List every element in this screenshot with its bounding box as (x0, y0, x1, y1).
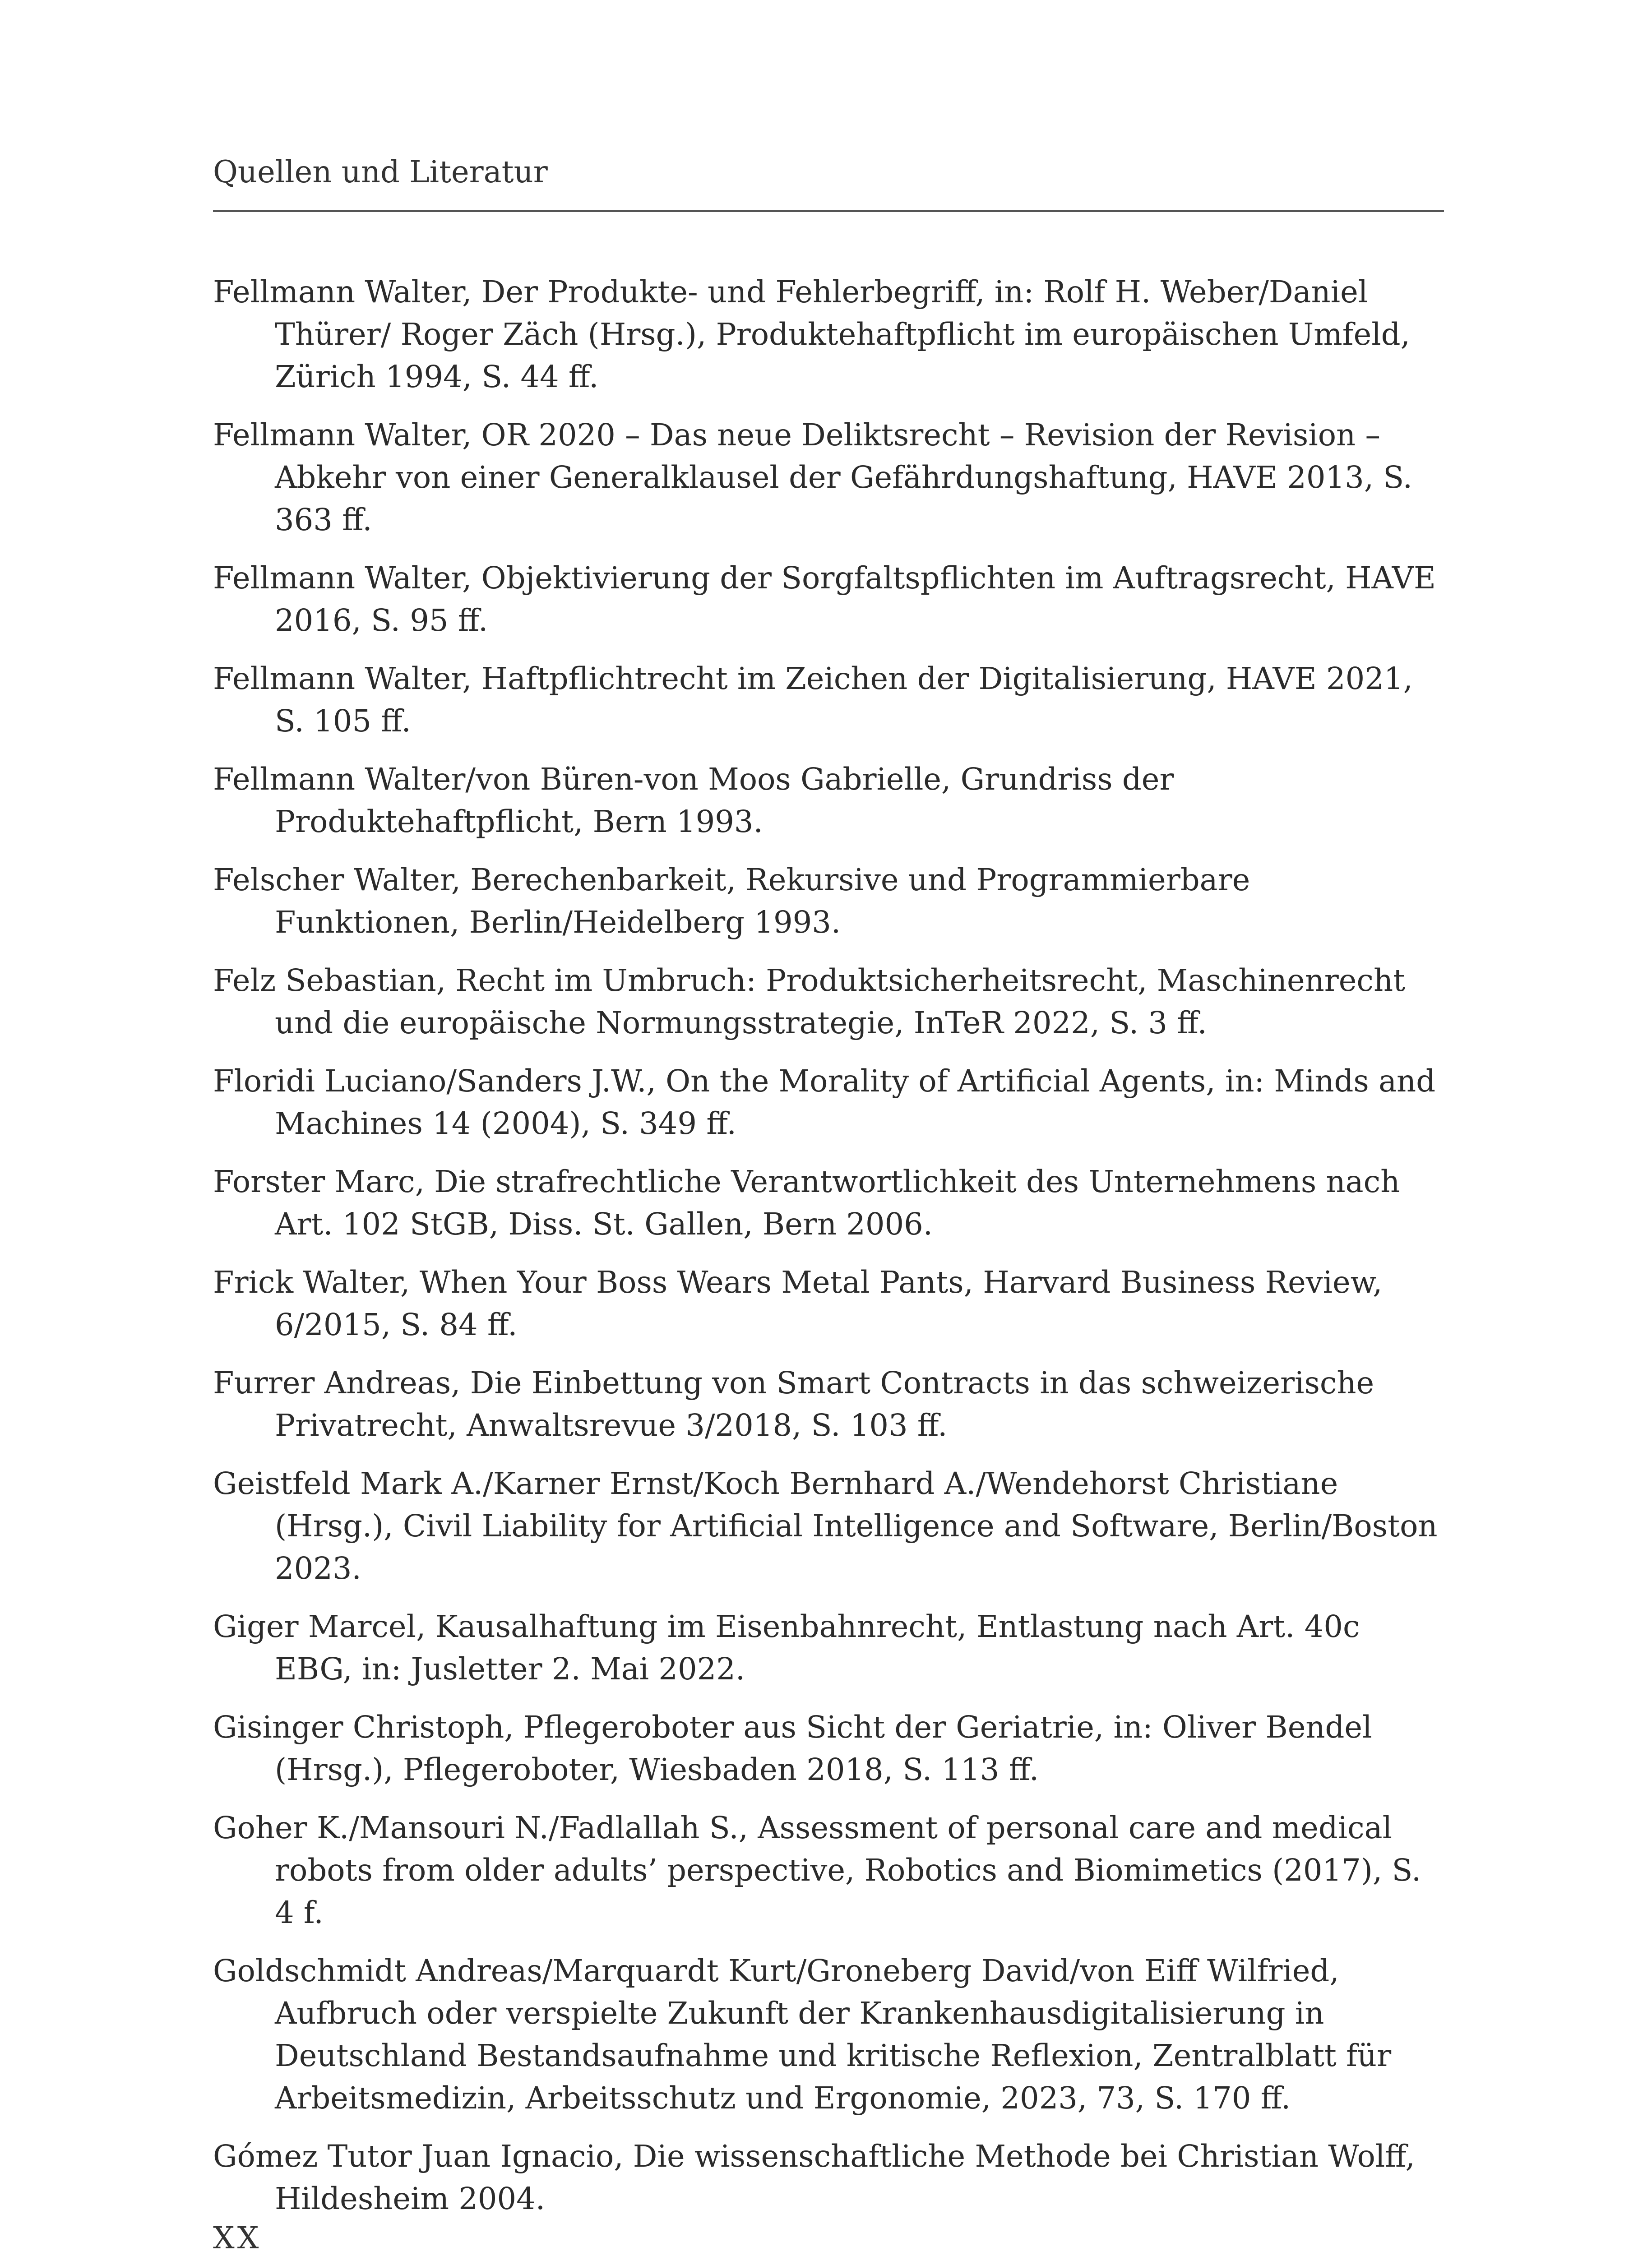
page-number: XX (213, 2220, 262, 2256)
bibliography-entry: Fellmann Walter, Der Produkte- und Fehlerbegriff, in: Rolf H. Weber/Daniel Thürer/ Roger Zäch (Hrsg.), Produktehaftpflicht im europäischen Umfeld, Zürich 1994, S. 44 ff. (213, 274, 1410, 394)
bibliography-entry: Frick Walter, When Your Boss Wears Metal Pants, Harvard Business Review, 6/2015, S. 84 ff. (213, 1265, 1383, 1342)
bibliography-entry: Fellmann Walter, Objektivierung der Sorgfaltspflichten im Auftragsrecht, HAVE 2016, S. 95 ff. (213, 560, 1436, 638)
bibliography-entry: Goldschmidt Andreas/Marquardt Kurt/Groneberg David/von Eiff Wilfried, Aufbruch oder verspielte Zukunft der Krankenhausdigitalisierung in Deutschland Bestandsaufnahme und kritische Reflexion, Zentralblatt für Arbeitsmedizin, Arbeitsschutz und Ergonomie, 2023, 73, S. 170 ff. (213, 1953, 1392, 2116)
bibliography-entry: Fellmann Walter, OR 2020 – Das neue Deliktsrecht – Revision der Revision – Abkehr von einer Generalklausel der Gefährdungshaftung, HAVE 2013, S. 363 ff. (213, 417, 1413, 537)
header-rule (213, 210, 1444, 212)
running-head-title: Quellen und Literatur (213, 154, 548, 190)
bibliography-entry: Goher K./Mansouri N./Fadlallah S., Assessment of personal care and medical robots from older adults’ perspective, Robotics and Biomimetics (2017), S. 4 f. (213, 1810, 1421, 1930)
bibliography-entry: Giger Marcel, Kausalhaftung im Eisenbahnrecht, Entlastung nach Art. 40c EBG, in: Jusletter 2. Mai 2022. (213, 1609, 1360, 1687)
bibliography-entry: Floridi Luciano/Sanders J.W., On the Morality of Artificial Agents, in: Minds and Machines 14 (2004), S. 349 ff. (213, 1063, 1436, 1141)
bibliography-entry: Felscher Walter, Berechenbarkeit, Rekursive und Programmierbare Funktionen, Berlin/Heidelberg 1993. (213, 862, 1250, 940)
bibliography-entry: Fellmann Walter, Haftpflichtrecht im Zeichen der Digitalisierung, HAVE 2021, S. 105 ff. (213, 661, 1413, 739)
bibliography-entry: Geistfeld Mark A./Karner Ernst/Koch Bernhard A./Wendehorst Christiane (Hrsg.), Civil Liability for Artificial Intelligence and Software, Berlin/Boston 2023. (213, 1466, 1438, 1586)
bibliography-entry: Gisinger Christoph, Pflegeroboter aus Sicht der Geriatrie, in: Oliver Bendel (Hrsg.), Pflegeroboter, Wiesbaden 2018, S. 113 ff. (213, 1710, 1372, 1787)
bibliography-entry: Felz Sebastian, Recht im Umbruch: Produktsicherheitsrecht, Maschinenrecht und die europäische Normungsstrategie, InTeR 2022, S. 3 ff. (213, 963, 1406, 1040)
bibliography-entry: Furrer Andreas, Die Einbettung von Smart Contracts in das schweizerische Privatrecht, Anwaltsrevue 3/2018, S. 103 ff. (213, 1365, 1374, 1443)
bibliography-entry: Forster Marc, Die strafrechtliche Verantwortlichkeit des Unternehmens nach Art. 102 StGB, Diss. St. Gallen, Bern 2006. (213, 1164, 1400, 1242)
bibliography-entry: Gómez Tutor Juan Ignacio, Die wissenschaftliche Methode bei Christian Wolff, Hildesheim 2004. (213, 2139, 1415, 2216)
bibliography-list (213, 271, 1444, 2236)
bibliography-entry: Fellmann Walter/von Büren-von Moos Gabrielle, Grundriss der Produktehaftpflicht, Bern 1993. (213, 762, 1174, 839)
